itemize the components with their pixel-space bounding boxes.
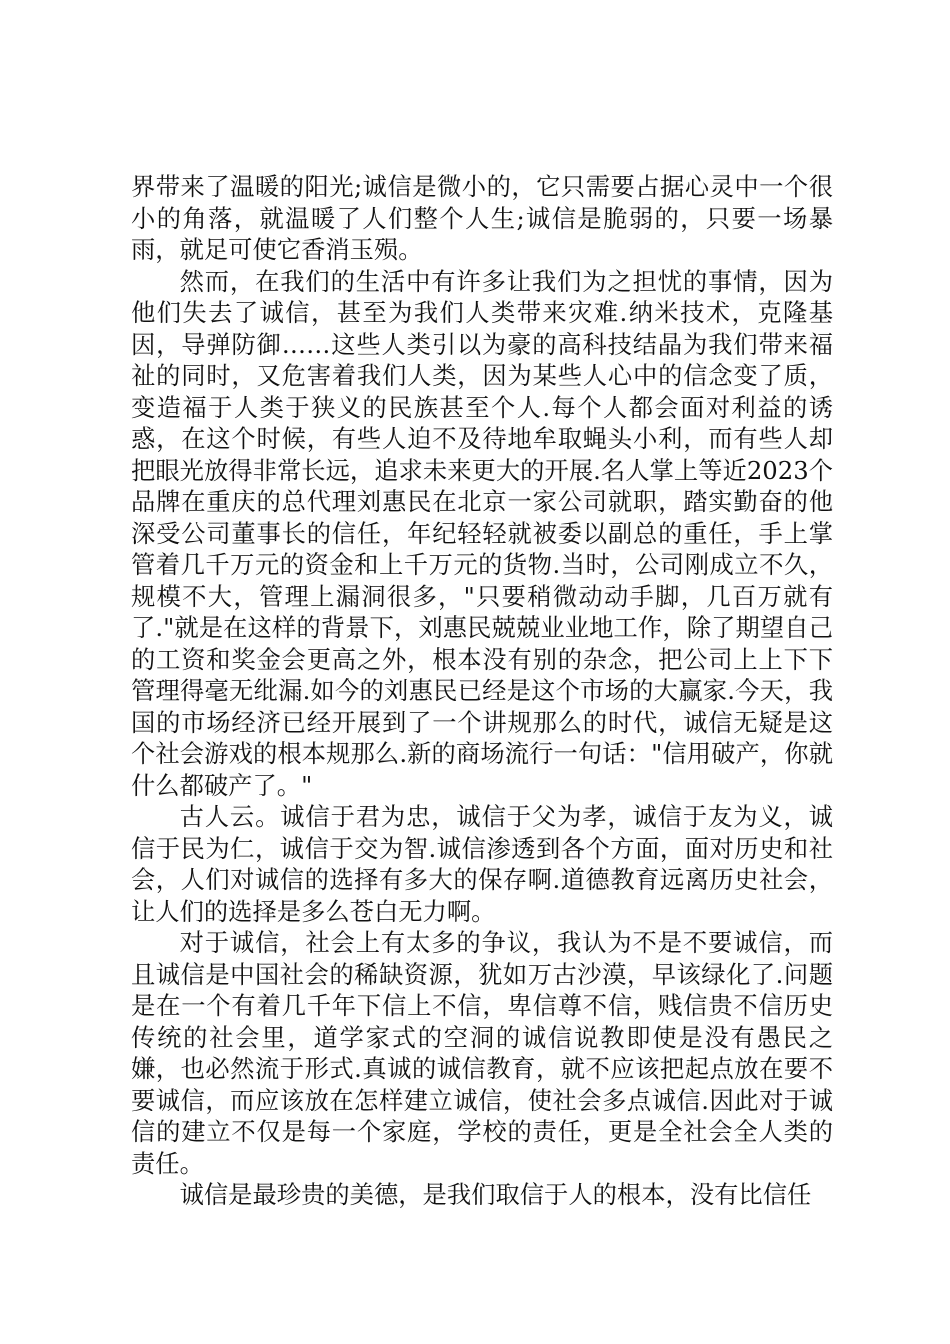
paragraph-3: 古人云。诚信于君为忠，诚信于父为孝，诚信于友为义，诚信于民为仁，诚信于交为智.诚信渗透到各个方面，面对历史和社会，人们对诚信的选择有多大的保存啊.道德教育远离历史社会，让人们的选择是多么苍白无力啊。 bbox=[131, 802, 833, 926]
paragraph-5: 诚信是最珍贵的美德，是我们取信于人的根本，没有比信任 bbox=[179, 1180, 812, 1209]
paragraph-continuation: 界带来了温暖的阳光;诚信是微小的，它只需要占据心灵中一个很小的角落，就温暖了人们整个人生;诚信是脆弱的，只要一场暴雨，就足可使它香消玉殒。 bbox=[131, 172, 833, 264]
document-body bbox=[131, 171, 833, 1211]
paragraph-4: 对于诚信，社会上有太多的争议，我认为不是不要诚信，而且诚信是中国社会的稀缺资源，犹如万古沙漠，早该绿化了.问题是在一个有着几千年下信上不信，卑信尊不信，贱信贵不信历史传统的社会里，道学家式的空洞的诚信说教即使是没有愚民之嫌，也必然流于形式.真诚的诚信教育，就不应该把起点放在要不要诚信，而应该放在怎样建立诚信，使社会多点诚信.因此对于诚信的建立不仅是每一个家庭，学校的责任，更是全社会全人类的责任。 bbox=[131, 928, 833, 1178]
paragraph-2: 然而，在我们的生活中有许多让我们为之担忧的事情，因为他们失去了诚信，甚至为我们人类带来灾难.纳米技术，克隆基因，导弹防御……这些人类引以为豪的高科技结晶为我们带来福祉的同时，又危害着我们人类，因为某些人心中的信念变了质，变造福于人类于狭义的民族甚至个人.每个人都会面对利益的诱惑，在这个时候，有些人迫不及待地牟取蝇头小利，而有些人却把眼光放得非常长远，追求未来更大的开展.名人掌上等近2023个品牌在重庆的总代理刘惠民在北京一家公司就职，踏实勤奋的他深受公司董事长的信任，年纪轻轻就被委以副总的重任，手上掌管着几千万元的资金和上千万元的货物.当时，公司刚成立不久，规模不大，管理上漏洞很多，"只要稍微动动手脚，几百万就有了."就是在这样的背景下，刘惠民兢兢业业地工作，除了期望自己的工资和奖金会更高之外，根本没有别的杂念，把公司上上下下管理得毫无纰漏.如今的刘惠民已经是这个市场的大赢家.今天，我国的市场经济已经开展到了一个讲规那么的时代，诚信无疑是这个社会游戏的根本规那么.新的商场流行一句话："信用破产，你就什么都破产了。" bbox=[131, 266, 833, 800]
